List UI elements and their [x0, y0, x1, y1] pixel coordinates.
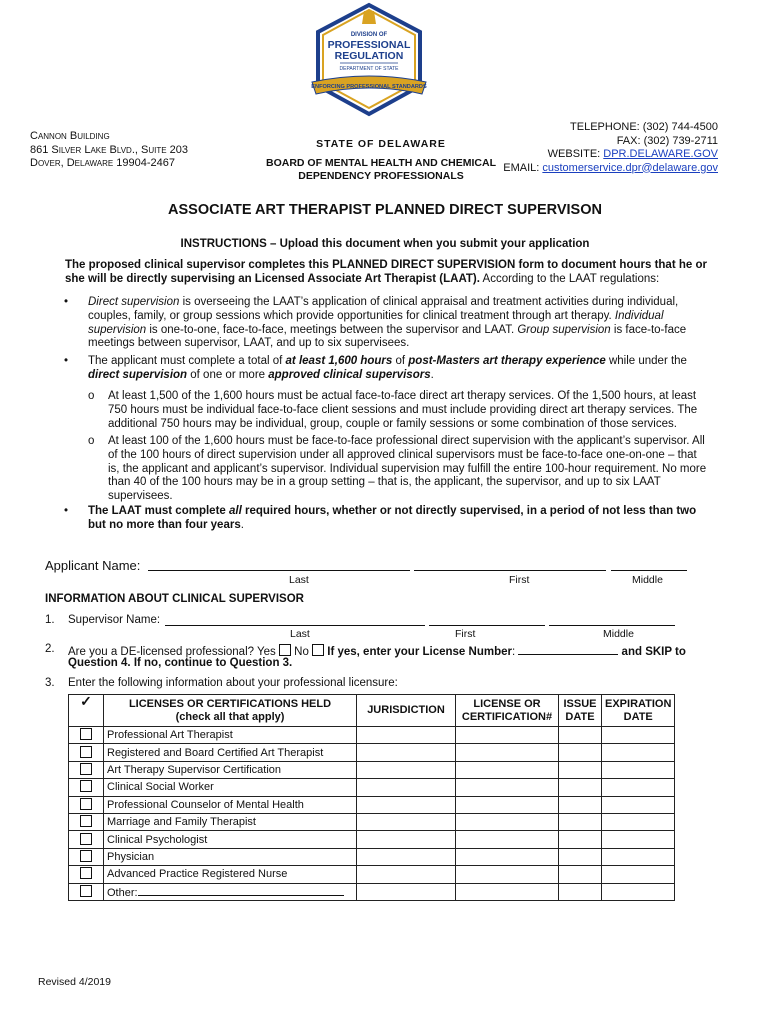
applicant-last-input[interactable]	[148, 559, 410, 571]
table-row	[69, 761, 675, 778]
section-heading: INFORMATION ABOUT CLINICAL SUPERVISOR	[45, 593, 304, 605]
yes-checkbox[interactable]	[279, 644, 291, 656]
website-link[interactable]: DPR.DELAWARE.GOV	[603, 148, 718, 160]
applicant-first-label: First	[509, 574, 530, 586]
license-name: Art Therapy Supervisor Certification	[104, 761, 357, 778]
license-number-cell[interactable]	[456, 744, 559, 761]
license-checkbox[interactable]	[80, 780, 92, 792]
license-number-cell[interactable]	[456, 796, 559, 813]
fax: FAX: (302) 739-2711	[616, 134, 718, 147]
table-row	[69, 727, 675, 744]
supervisor-first-label: First	[455, 628, 476, 640]
license-checkbox[interactable]	[80, 763, 92, 775]
supervisor-last-input[interactable]	[165, 614, 425, 626]
jurisdiction-column-header: JURISDICTION	[357, 695, 456, 727]
address-line-3: Dover, Delaware 19904-2467	[30, 157, 175, 169]
license-name: Advanced Practice Registered Nurse	[104, 866, 357, 883]
license-name: Clinical Social Worker	[104, 779, 357, 796]
seal-dept-text: DEPARTMENT OF STATE	[339, 66, 399, 72]
issue-date-cell[interactable]	[559, 779, 602, 796]
other-license-input[interactable]	[138, 884, 344, 896]
q2-line-2: Question 4. If no, continue to Question 3.	[68, 657, 293, 669]
license-number-input[interactable]	[518, 643, 618, 655]
issue-date-cell[interactable]	[559, 813, 602, 830]
revision-date: Revised 4/2019	[38, 976, 111, 988]
bullet-list-3	[60, 505, 710, 533]
expiration-date-cell[interactable]	[602, 796, 675, 813]
supervisor-middle-label: Middle	[603, 628, 634, 640]
expiration-date-cell[interactable]	[602, 779, 675, 796]
expiration-date-column-header: EXPIRATION DATE	[602, 695, 675, 727]
license-number-cell[interactable]	[456, 727, 559, 744]
board-name-line-2: DEPENDENCY PROFESSIONALS	[298, 170, 464, 182]
license-name: Physician	[104, 848, 357, 865]
email-label: EMAIL:	[503, 161, 543, 174]
telephone: TELEPHONE: (302) 744-4500	[570, 121, 718, 133]
issue-date-cell[interactable]	[559, 727, 602, 744]
table-row	[69, 848, 675, 865]
applicant-first-input[interactable]	[414, 559, 606, 571]
jurisdiction-cell[interactable]	[357, 727, 456, 744]
license-checkbox[interactable]	[80, 815, 92, 827]
intro-normal: According to the LAAT regulations:	[479, 273, 660, 285]
address-line-1: Cannon Building	[30, 130, 110, 142]
jurisdiction-cell[interactable]	[357, 866, 456, 883]
issue-date-cell[interactable]	[559, 866, 602, 883]
issue-date-cell[interactable]	[559, 831, 602, 848]
license-checkbox[interactable]	[80, 885, 92, 897]
state-name: STATE OF DELAWARE	[316, 138, 446, 150]
license-name: Marriage and Family Therapist	[104, 813, 357, 830]
table-row	[69, 779, 675, 796]
licenses-column-header: LICENSES OR CERTIFICATIONS HELD (check all that apply)	[104, 695, 357, 727]
q2-number: 2.	[45, 643, 55, 655]
license-name: Clinical Psychologist	[104, 831, 357, 848]
table-row	[69, 883, 675, 900]
no-checkbox[interactable]	[312, 644, 324, 656]
expiration-date-cell[interactable]	[602, 848, 675, 865]
jurisdiction-cell[interactable]	[357, 813, 456, 830]
issue-date-cell[interactable]	[559, 761, 602, 778]
license-checkbox[interactable]	[80, 850, 92, 862]
license-checkbox[interactable]	[80, 867, 92, 879]
intro-bold: The proposed clinical supervisor completes this PLANNED DIRECT SUPERVISION form to document hours that he or she will be directly supervising an Licensed Associate Art Therapist (LAAT).	[65, 259, 707, 285]
bullet-time-limit: • The LAAT must complete all required hours, whether or not directly supervised, in a period of not less than two but no more than four years.	[64, 505, 697, 531]
jurisdiction-cell[interactable]	[357, 796, 456, 813]
no-label: No	[290, 646, 313, 658]
bullet-list-1	[60, 296, 710, 351]
sub-bullet-1: o At least 1,500 of the 1,600 hours must be actual face-to-face direct art therapy services. Of the 1,500 hours, at least 750 hours must be individual face-to-face client sessions and must include providing direct art therapy services. The additional 750 hours may be individual, group, couple or family sessions or some combination of those services.	[88, 390, 698, 430]
license-name: Professional Art Therapist	[104, 727, 357, 744]
other-license-cell	[104, 883, 357, 900]
supervisor-middle-input[interactable]	[549, 614, 675, 626]
form-title: ASSOCIATE ART THERAPIST PLANNED DIRECT SUPERVISON	[168, 202, 602, 218]
jurisdiction-cell[interactable]	[357, 761, 456, 778]
expiration-date-cell[interactable]	[602, 761, 675, 778]
expiration-date-cell[interactable]	[602, 831, 675, 848]
jurisdiction-cell[interactable]	[357, 883, 456, 900]
q1-number: 1.	[45, 614, 55, 626]
bullet-direct-supervision: • Direct supervision is overseeing the LAAT’s application of clinical appraisal and treatment activities during individual, couples, family, or group sessions which provide opportunities for clinical treatment through art therapy. Individual supervision is one-to-one, face-to-face, meetings between the supervisor and LAAT. Group supervision is face-to-face meetings between supervisor, LAAT, and up to six supervisees.	[64, 296, 687, 350]
license-name: Other:	[107, 887, 138, 900]
website-label: WEBSITE:	[547, 148, 604, 160]
license-number-cell[interactable]	[456, 883, 559, 900]
q1-label: Supervisor Name:	[68, 614, 161, 626]
issue-date-column-header: ISSUE DATE	[559, 695, 602, 727]
expiration-date-cell[interactable]	[602, 883, 675, 900]
supervisor-last-label: Last	[290, 628, 310, 640]
jurisdiction-cell[interactable]	[357, 744, 456, 761]
jurisdiction-cell[interactable]	[357, 848, 456, 865]
license-name: Registered and Board Certified Art Therapist	[104, 744, 357, 761]
license-number-cell[interactable]	[456, 813, 559, 830]
issue-date-cell[interactable]	[559, 883, 602, 900]
q3-number: 3.	[45, 677, 55, 689]
license-number-cell[interactable]	[456, 866, 559, 883]
contact-info	[503, 121, 718, 175]
bullet-list-2	[60, 355, 710, 383]
license-checkbox[interactable]	[80, 728, 92, 740]
instructions: INSTRUCTIONS – Upload this document when you submit your application	[180, 238, 590, 250]
division-seal-logo	[308, 2, 430, 120]
q2-skip-text: and SKIP to	[618, 646, 686, 658]
table-row	[69, 813, 675, 830]
expiration-date-cell[interactable]	[602, 744, 675, 761]
seal-main-text-1: PROFESSIONAL	[327, 39, 411, 51]
seal-main-text-2: REGULATION	[334, 50, 404, 62]
intro-paragraph	[65, 258, 715, 286]
applicant-middle-label: Middle	[632, 574, 663, 586]
table-row	[69, 831, 675, 848]
license-name: Professional Counselor of Mental Health	[104, 796, 357, 813]
q2-license-prompt: If yes, enter your License Number	[324, 646, 512, 658]
applicant-name-row	[45, 558, 140, 573]
email-link[interactable]: customerservice.dpr@delaware.gov	[542, 161, 718, 174]
bullet-hours-requirement: • The applicant must complete a total of at least 1,600 hours of post-Masters art therapy experience while under the direct supervision of one or more approved clinical supervisors.	[64, 355, 687, 381]
applicant-name-label: Applicant Name:	[45, 558, 141, 573]
expiration-date-cell[interactable]	[602, 727, 675, 744]
q2-row: Are you a DE-licensed professional? Yes No If yes, enter your License Number: and SKIP to	[68, 643, 686, 658]
issue-date-cell[interactable]	[559, 848, 602, 865]
address-line-2: 861 Silver Lake Blvd., Suite 203	[30, 143, 188, 156]
board-name-line-1: BOARD OF MENTAL HEALTH AND CHEMICAL	[265, 156, 496, 169]
seal-top-text: DIVISION OF	[350, 32, 388, 38]
q3-text: Enter the following information about your professional licensure:	[68, 677, 398, 689]
license-checkbox[interactable]	[80, 746, 92, 758]
table-row	[69, 744, 675, 761]
applicant-last-label: Last	[289, 574, 309, 586]
jurisdiction-cell[interactable]	[357, 831, 456, 848]
license-number-cell[interactable]	[456, 831, 559, 848]
expiration-date-cell[interactable]	[602, 813, 675, 830]
check-column-header: ✓	[69, 695, 104, 727]
license-checkbox[interactable]	[80, 798, 92, 810]
expiration-date-cell[interactable]	[602, 866, 675, 883]
q2-text: Are you a DE-licensed professional? Yes	[68, 646, 279, 658]
sub-bullet-2: o At least 100 of the 1,600 hours must be face-to-face professional direct supervision with the applicant’s supervisor. All of the 100 hours of direct supervision under all approved clinical supervisors must be face-to-face one-on-one – that is, the applicant and applicant’s supervisor. Individual supervision may fulfill the entire 100-hour requirement. No more than 40 of the 100 hours may be in a group setting – that is, the applicant, the supervisor, and up to six LAAT supervisees.	[88, 435, 707, 503]
table-row	[69, 796, 675, 813]
license-checkbox[interactable]	[80, 833, 92, 845]
license-number-cell[interactable]	[456, 761, 559, 778]
supervisor-first-input[interactable]	[429, 614, 545, 626]
jurisdiction-cell[interactable]	[357, 779, 456, 796]
licensure-table	[68, 694, 675, 901]
applicant-middle-input[interactable]	[611, 559, 687, 571]
agency-heading	[250, 138, 512, 184]
office-address	[30, 130, 188, 171]
issue-date-cell[interactable]	[559, 744, 602, 761]
table-row	[69, 866, 675, 883]
license-number-cell[interactable]	[456, 848, 559, 865]
seal-ribbon-text: ENFORCING PROFESSIONAL STANDARDS	[311, 84, 427, 90]
issue-date-cell[interactable]	[559, 796, 602, 813]
license-number-column-header: LICENSE OR CERTIFICATION#	[456, 695, 559, 727]
license-number-cell[interactable]	[456, 779, 559, 796]
